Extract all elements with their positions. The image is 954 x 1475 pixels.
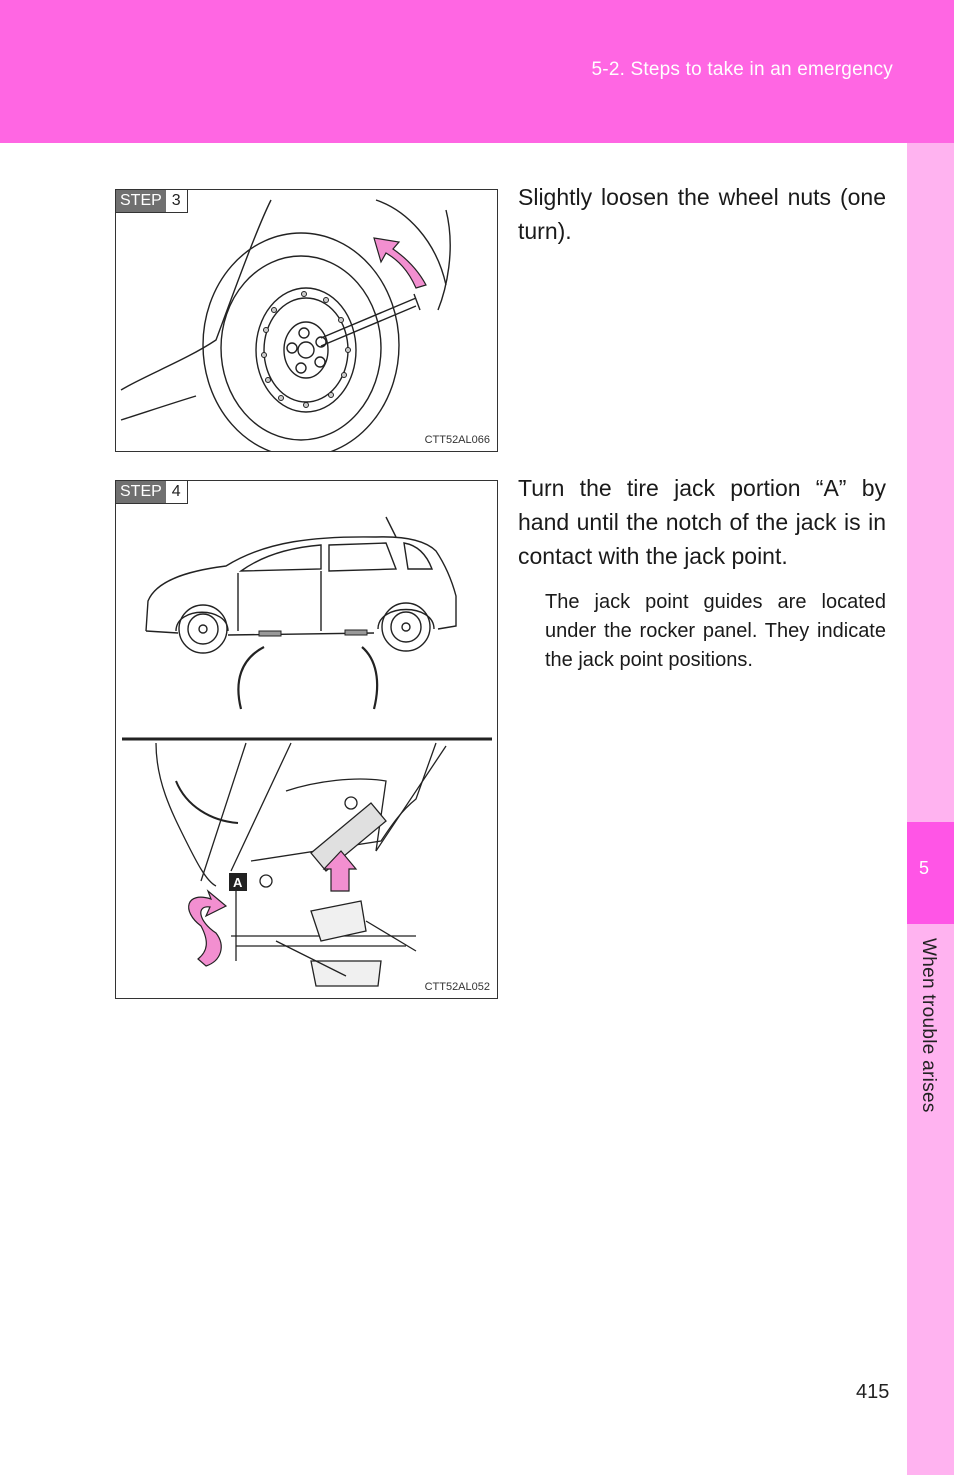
step4-instruction: Turn the tire jack portion “A” by hand until the notch of the jack is in contact with the jack point.: [518, 475, 886, 569]
step-number: 4: [166, 481, 187, 503]
side-tab: [907, 143, 954, 1475]
chapter-number: 5: [918, 858, 929, 878]
wheel-nut-illustration: [116, 190, 497, 451]
turn-arrow-icon: [189, 891, 226, 966]
section-title: 5-2. Steps to take in an emergency: [591, 59, 893, 80]
chapter-tab[interactable]: [907, 822, 954, 924]
step4-note: The jack point guides are located under the rocker panel. They indicate the jack point positions.: [545, 591, 886, 671]
step3-figure: [115, 189, 498, 452]
step-label: STEP: [116, 481, 166, 503]
chapter-title: When trouble arises: [918, 938, 939, 1113]
header-bar: [0, 0, 954, 143]
callout-label: A: [233, 875, 243, 890]
step3-instruction: Slightly loosen the wheel nuts (one turn).: [518, 184, 886, 244]
step-number: 3: [166, 190, 187, 212]
step-label: STEP: [116, 190, 166, 212]
jack-illustration: [116, 481, 497, 998]
figure-code: CTT52AL052: [424, 981, 490, 993]
page-number: 415: [856, 1381, 890, 1403]
step4-figure: [115, 480, 498, 999]
figure-code: CTT52AL066: [424, 434, 490, 446]
step-badge: [116, 481, 188, 504]
step-badge: [116, 190, 188, 213]
